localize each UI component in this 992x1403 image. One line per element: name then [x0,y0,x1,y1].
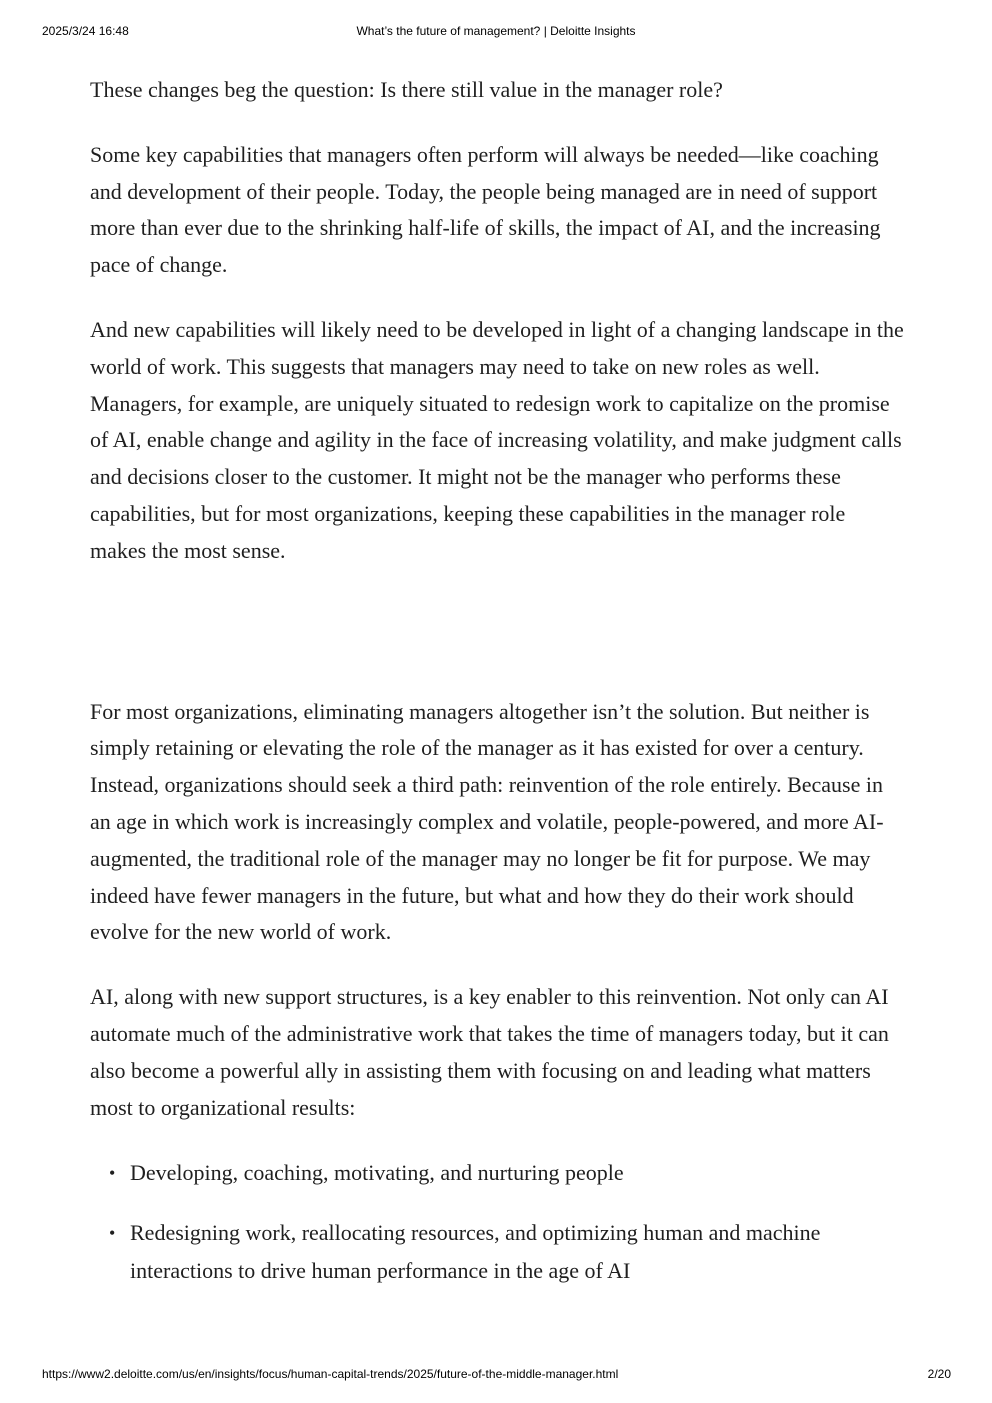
list-item [90,1154,905,1192]
page-number: 2/20 [927,1367,951,1381]
bullet-icon: • [109,1223,116,1244]
list-item [90,1214,905,1290]
list-item-text: Developing, coaching, motivating, and nurturing people [130,1160,624,1186]
article-paragraph: For most organizations, eliminating managers altogether isn’t the solution. But neither is simply retaining or elevating the role of the manager as it has existed for over a century. Instead, organizations should seek a third path: reinvention of the role entirely. Because in an age in which work is increasingly complex and volatile, people-powered, and more AI-augmented, the traditional role of the manager may no longer be fit for purpose. We may indeed have fewer managers in the future, but what and how they do their work should evolve for the new world of work. [90,698,884,945]
print-url: https://www2.deloitte.com/us/en/insights/focus/human-capital-trends/2025/future-of-the-middle-manager.html [42,1367,619,1381]
print-footer [0,1367,992,1383]
print-page-title: What’s the future of management? | Deloitte Insights [356,24,636,38]
article-paragraph: These changes beg the question: Is there still value in the manager role? [90,77,723,102]
list-item-text: Redesigning work, reallocating resources, and optimizing human and machine interactions to drive human performance in the age of AI [130,1220,821,1284]
enabler-list [90,1154,905,1290]
article-paragraph: AI, along with new support structures, is a key enabler to this reinvention. Not only can AI automate much of the administrative work that takes the time of managers today, but it can also become a powerful ally in assisting them with focusing on and leading what matters most to organizational results: [90,984,889,1120]
article-paragraph: And new capabilities will likely need to be developed in light of a changing landscape in the world of work. This suggests that managers may need to take on new roles as well. Managers, for example, are uniquely situated to redesign work to capitalize on the promise of AI, enable change and agility in the face of increasing volatility, and make judgment calls and decisions closer to the customer. It might not be the manager who performs these capabilities, but for most organizations, keeping these capabilities in the manager role makes the most sense. [90,316,904,563]
bullet-icon: • [109,1163,116,1184]
print-header [0,24,992,40]
article-paragraph: Some key capabilities that managers often perform will always be needed—like coaching and development of their people. Today, the people being managed are in need of support more than ever due to the shrinking half-life of skills, the impact of AI, and the increasing pace of change. [90,141,881,278]
article-body [90,72,905,1312]
print-datetime: 2025/3/24 16:48 [42,24,129,38]
